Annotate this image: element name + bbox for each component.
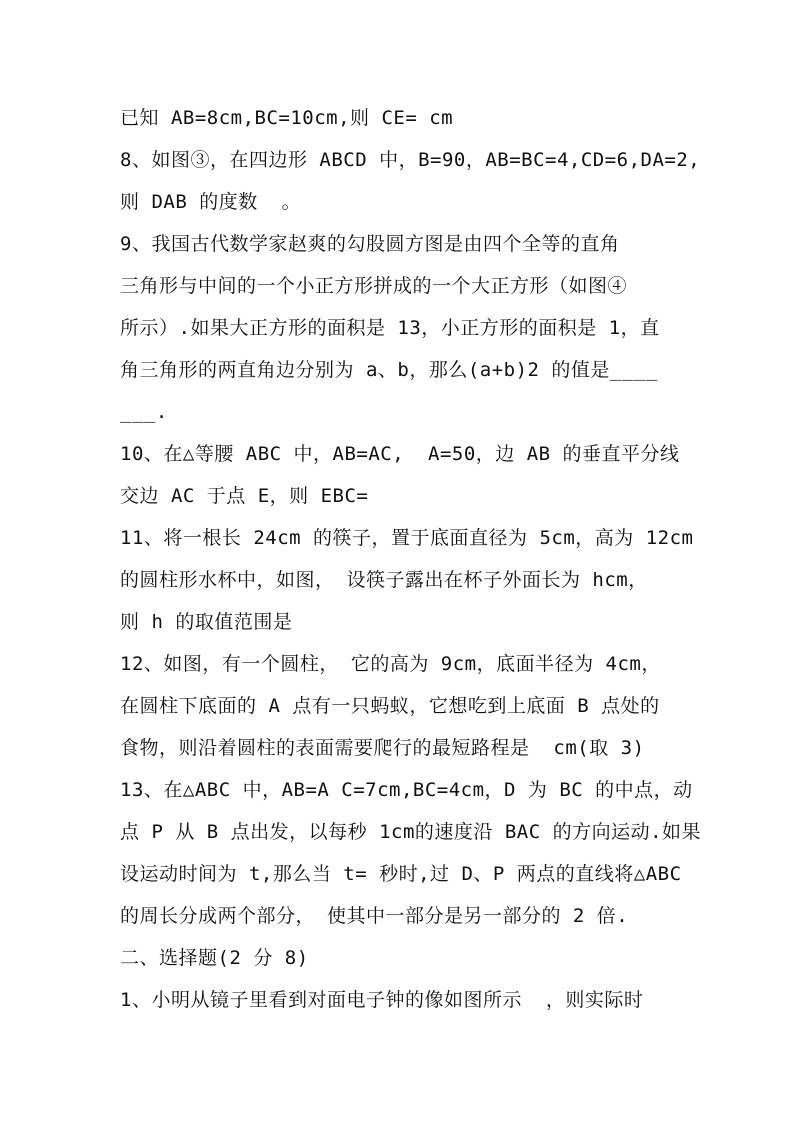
question-8-line-2: 则 DAB 的度数 。	[120, 191, 302, 213]
question-13-line-2: 点 P 从 B 点出发，以每秒 1cm的速度沿 BAC 的方向运动.如果	[120, 821, 702, 843]
question-12-line-1: 12、如图，有一个圆柱， 它的高为 9cm，底面半径为 4cm，	[120, 653, 661, 675]
question-9-line-1: 9、我国古代数学家赵爽的勾股圆方图是由四个全等的直角	[120, 233, 620, 255]
question-11-line-2: 的圆柱形水杯中，如图， 设筷子露出在杯子外面长为 hcm，	[120, 569, 648, 591]
question-9-line-4: 角三角形的两直角边分别为 a、b，那么(a+b)2 的值是____	[120, 359, 658, 381]
question-10-line-1: 10、在△等腰 ABC 中，AB=AC, A=50，边 AB 的垂直平分线	[120, 443, 680, 465]
question-11-line-1: 11、将一根长 24cm 的筷子，置于底面直径为 5cm，高为 12cm	[120, 527, 694, 549]
question-12-line-2: 在圆柱下底面的 A 点有一只蚂蚁，它想吃到上底面 B 点处的	[120, 695, 660, 717]
question-9-line-5: ___.	[120, 401, 168, 423]
section-heading-choice: 二、选择题(2 分 8)	[120, 947, 309, 969]
question-11-line-3: 则 h 的取值范围是	[120, 611, 293, 633]
question-13-line-1: 13、在△ABC 中，AB=A C=7cm,BC=4cm，D 为 BC 的中点，动	[120, 779, 693, 801]
question-9-line-2: 三角形与中间的一个小正方形拼成的一个大正方形（如图④	[120, 275, 628, 297]
question-12-line-3: 食物，则沿着圆柱的表面需要爬行的最短路程是 cm(取 3)	[120, 737, 645, 759]
question-13-line-3: 设运动时间为 t,那么当 t= 秒时,过 D、P 两点的直线将△ABC	[120, 863, 682, 885]
question-8-line-1: 8、如图③，在四边形 ABCD 中，B=90，AB=BC=4,CD=6,DA=2,	[120, 149, 701, 171]
choice-question-1-line-1: 1、小明从镜子里看到对面电子钟的像如图所示 ，则实际时	[120, 989, 644, 1011]
question-9-line-3: 所示）.如果大正方形的面积是 13，小正方形的面积是 1，直	[120, 317, 660, 339]
question-10-line-2: 交边 AC 于点 E，则 EBC=	[120, 485, 369, 507]
question-13-line-4: 的周长分成两个部分， 使其中一部分是另一部分的 2 倍.	[120, 905, 629, 927]
text-line-1: 已知 AB=8cm,BC=10cm,则 CE= cm	[120, 107, 454, 129]
